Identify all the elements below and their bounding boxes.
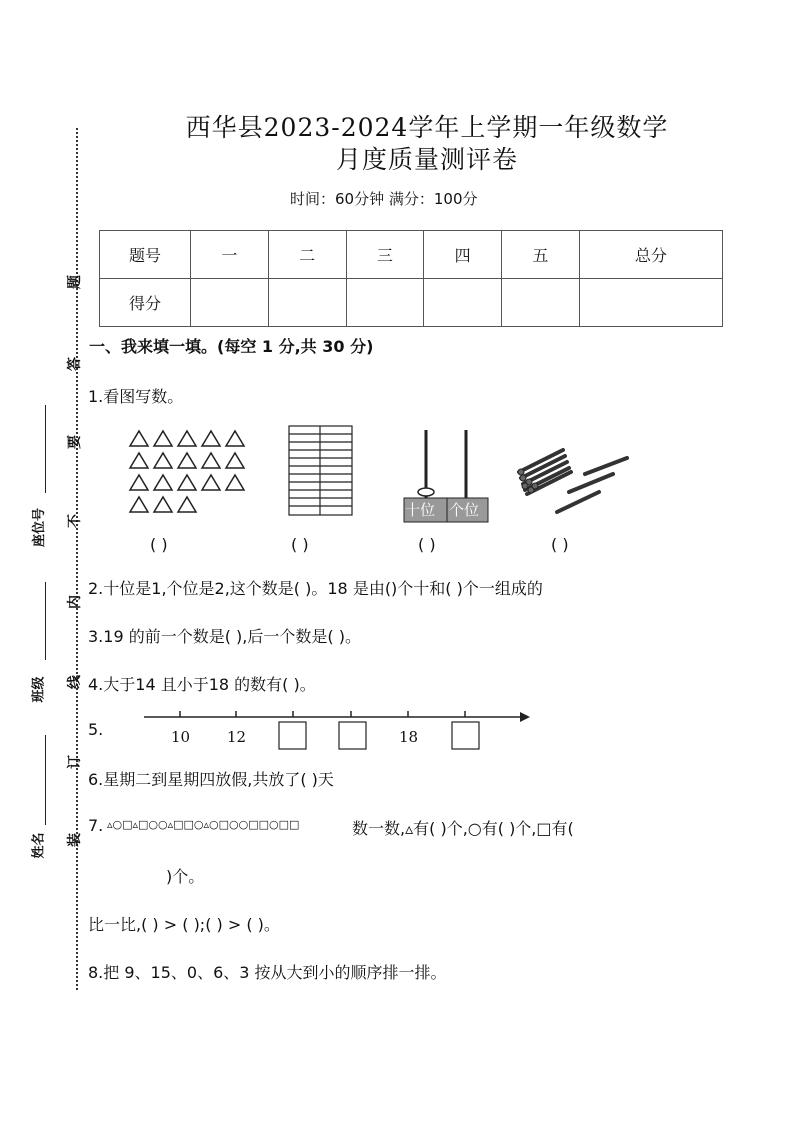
seal-char: 线 bbox=[67, 675, 83, 689]
seal-char: 题 bbox=[67, 275, 83, 289]
question-4: 4.大于14 且小于18 的数有( )。 bbox=[88, 675, 316, 694]
question-7-text: 数一数,▵有( )个,○有( )个,□有( bbox=[352, 819, 574, 838]
score-table-header: 三 bbox=[346, 231, 424, 279]
bundle-bars-figure bbox=[288, 425, 354, 517]
score-table bbox=[99, 230, 723, 327]
score-table-header: 总分 bbox=[579, 231, 722, 279]
time-info: 时间：60分钟 满分：100分 bbox=[290, 190, 478, 208]
score-table-header: 题号 bbox=[100, 231, 191, 279]
exam-title: 西华县2023-2024学年上学期一年级数学 bbox=[185, 113, 669, 142]
seat-number-line[interactable] bbox=[45, 405, 46, 493]
class-line[interactable] bbox=[45, 582, 46, 660]
seal-char: 订 bbox=[67, 755, 83, 769]
abacus-tens-label: 十位 bbox=[405, 501, 436, 519]
answer-blank[interactable]: ( ) bbox=[418, 535, 436, 554]
seal-char: 内 bbox=[67, 595, 83, 609]
sticks-figure bbox=[515, 448, 633, 518]
triangles-figure bbox=[126, 428, 246, 516]
seal-char: 不 bbox=[67, 514, 83, 528]
answer-blank[interactable]: ( ) bbox=[551, 535, 569, 554]
question-1: 1.看图写数。 bbox=[88, 387, 184, 406]
question-7-number: 7. bbox=[88, 816, 104, 835]
score-row-label: 得分 bbox=[100, 279, 191, 327]
exam-subtitle: 月度质量测评卷 bbox=[335, 145, 518, 174]
name-label: 姓名 bbox=[31, 832, 47, 859]
question-7-continued: )个。 bbox=[166, 867, 205, 886]
section-heading: 一、我来填一填。(每空 1 分,共 30 分) bbox=[89, 337, 374, 356]
score-cell[interactable] bbox=[191, 279, 269, 327]
score-cell[interactable] bbox=[346, 279, 424, 327]
score-cell[interactable] bbox=[502, 279, 580, 327]
question-8: 8.把 9、15、0、6、3 按从大到小的顺序排一排。 bbox=[88, 963, 447, 982]
number-line bbox=[140, 706, 532, 752]
seal-char: 装 bbox=[67, 833, 83, 847]
score-cell[interactable] bbox=[424, 279, 502, 327]
answer-blank[interactable]: ( ) bbox=[150, 535, 168, 554]
question-2: 2.十位是1,个位是2,这个数是( )。18 是由()个十和( )个一组成的 bbox=[88, 579, 543, 598]
score-table-header: 四 bbox=[424, 231, 502, 279]
binding-dotted-line bbox=[76, 128, 78, 990]
shapes-sequence: ▵○□▵□○○▵□□○▵○□○○□□○□□ bbox=[107, 818, 300, 831]
question-6: 6.星期二到星期四放假,共放了( )天 bbox=[88, 770, 334, 789]
numberline-label: 18 bbox=[399, 728, 419, 746]
numberline-label: 12 bbox=[227, 728, 247, 746]
score-table-header: 二 bbox=[268, 231, 346, 279]
answer-blank[interactable]: ( ) bbox=[291, 535, 309, 554]
score-table-header: 五 bbox=[502, 231, 580, 279]
compare-question: 比一比,( ) > ( );( ) > ( )。 bbox=[88, 915, 280, 934]
score-cell[interactable] bbox=[268, 279, 346, 327]
question-5: 5. bbox=[88, 720, 104, 739]
seal-char: 要 bbox=[67, 435, 83, 449]
seat-number-label: 座位号 bbox=[32, 507, 48, 548]
class-label: 班级 bbox=[31, 676, 47, 703]
name-line[interactable] bbox=[45, 735, 46, 825]
question-3: 3.19 的前一个数是( ),后一个数是( )。 bbox=[88, 627, 361, 646]
abacus-ones-label: 个位 bbox=[449, 501, 480, 519]
score-cell[interactable] bbox=[579, 279, 722, 327]
seal-char: 答 bbox=[67, 357, 83, 371]
score-table-header: 一 bbox=[191, 231, 269, 279]
numberline-label: 10 bbox=[171, 728, 191, 746]
